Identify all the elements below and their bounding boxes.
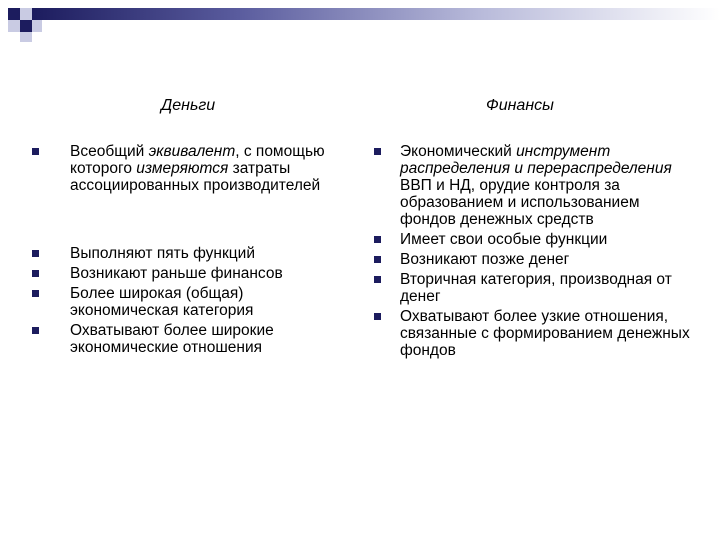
decor-square	[20, 20, 32, 32]
decor-square	[8, 20, 20, 32]
decor-square	[32, 20, 42, 32]
right-column-heading: Финансы	[486, 97, 554, 114]
list-item: Вторичная категория, производная от денег	[400, 271, 690, 305]
list-item: Охватывают более широкие экономические отношения	[70, 322, 340, 356]
decor-square	[20, 8, 32, 20]
left-bullet-list	[70, 143, 340, 356]
decor-square	[8, 8, 20, 20]
list-item: Всеобщий эквивалент, с помощью которого измеряются затраты ассоциированных производителей	[70, 143, 340, 194]
square-bullet-icon	[374, 276, 381, 283]
square-bullet-icon	[374, 236, 381, 243]
left-column-heading: Деньги	[161, 97, 216, 114]
square-bullet-icon	[32, 290, 39, 297]
square-bullet-icon	[374, 256, 381, 263]
list-item: Охватывают более узкие отношения, связанные с формированием денежных фондов	[400, 308, 690, 359]
decor-gradient-bar	[32, 8, 720, 20]
right-bullet-list	[400, 143, 690, 359]
decor-square	[20, 32, 32, 42]
list-item: Возникают позже денег	[400, 251, 690, 268]
square-bullet-icon	[374, 313, 381, 320]
list-item: Выполняют пять функций	[70, 245, 340, 262]
square-bullet-icon	[374, 148, 381, 155]
square-bullet-icon	[32, 270, 39, 277]
square-bullet-icon	[32, 327, 39, 334]
square-bullet-icon	[32, 148, 39, 155]
list-item: Более широкая (общая) экономическая категория	[70, 285, 340, 319]
list-item: Возникают раньше финансов	[70, 265, 340, 282]
list-item: Экономический инструмент распределения и перераспределения ВВП и НД, орудие контроля за образованием и использованием фондов денежных средств	[400, 143, 690, 228]
square-bullet-icon	[32, 250, 39, 257]
list-item: Имеет свои особые функции	[400, 231, 690, 248]
